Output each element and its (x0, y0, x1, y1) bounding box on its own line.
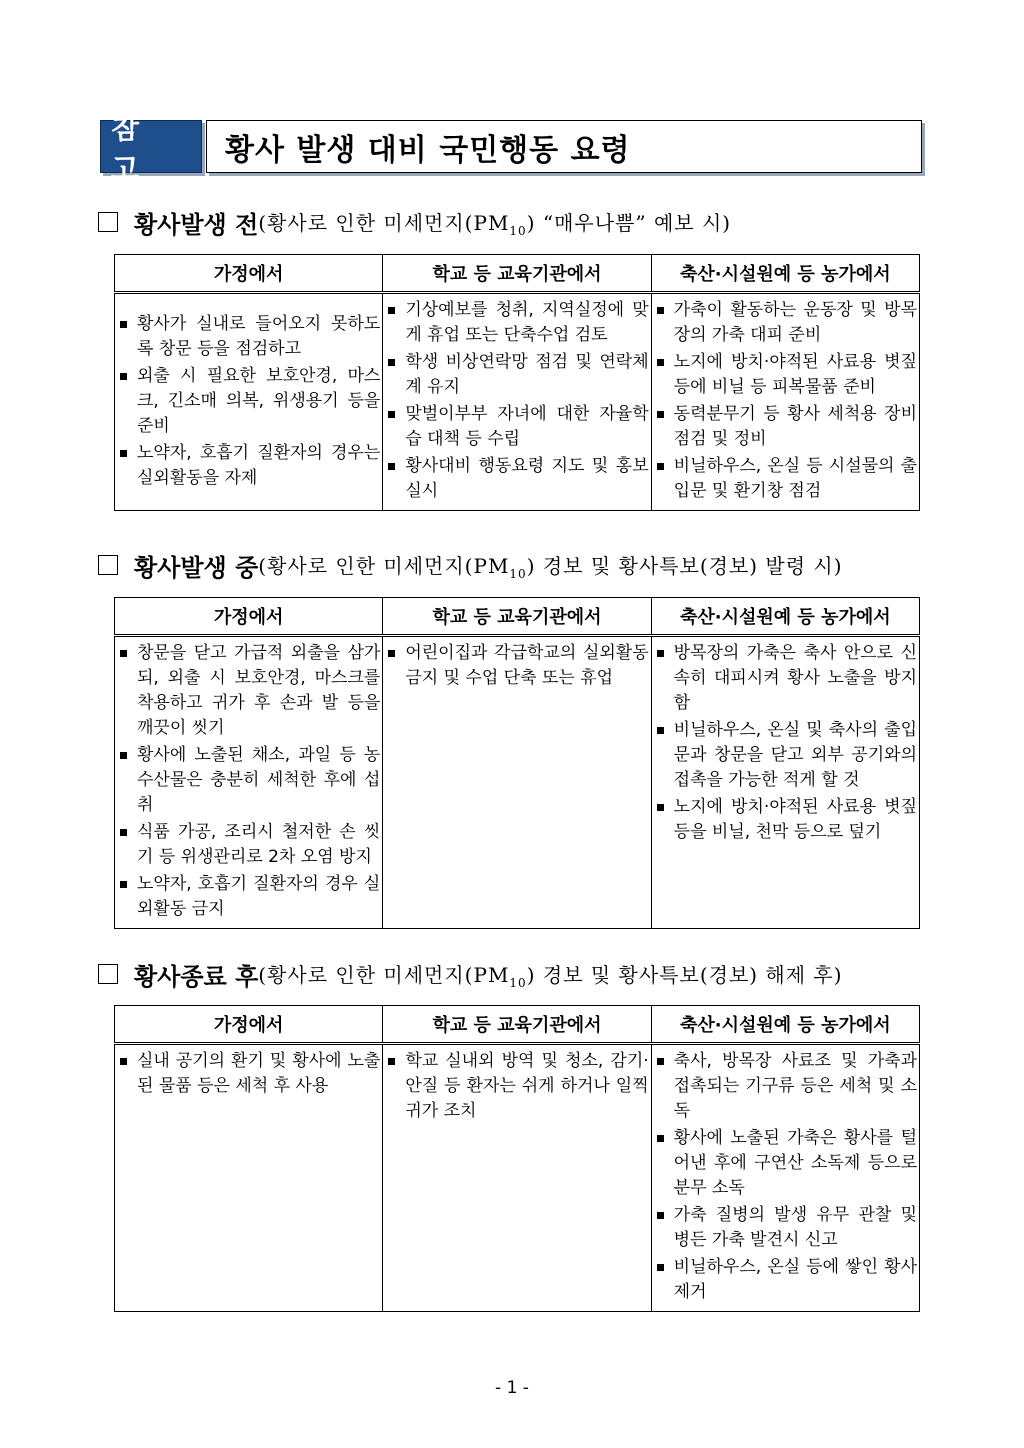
checkbox-icon (98, 964, 118, 984)
cell-school (383, 636, 651, 929)
page-number: - 1 - (495, 1378, 529, 1398)
list-item: 어린이집과 각급학교의 실외활동 금지 및 수업 단축 또는 휴업 (385, 641, 648, 691)
list-item: 창문을 닫고 가급적 외출을 삼가되, 외출 시 보호안경, 마스크를 착용하고 귀가 후 손과 발 등을 깨끗이 씻기 (117, 641, 380, 741)
section-condition: (황사로 인한 미세먼지$(PM_{10})$ 경보 및 황사특보(경보) 발령 시) (258, 553, 843, 581)
column-header-farm: 축산·시설원예 등 농가에서 (651, 255, 919, 293)
cell-farm (651, 636, 919, 929)
list-item: 학교 실내외 방역 및 청소, 감기·안질 등 환자는 쉬게 하거나 일찍 귀가 조치 (385, 1049, 648, 1124)
list-item: 황사에 노출된 가축은 황사를 털어낸 후에 구연산 소독제 등으로 분무 소독 (654, 1126, 917, 1201)
list-item: 동력분무기 등 황사 세척용 장비 점검 및 정비 (654, 402, 917, 452)
list-item: 비닐하우스, 온실 및 축사의 출입문과 창문을 닫고 외부 공기와의 접촉을 가능한 적게 할 것 (654, 718, 917, 793)
cell-home (115, 1044, 383, 1312)
list-item: 외출 시 필요한 보호안경, 마스크, 긴소매 의복, 위생용기 등을 준비 (117, 364, 380, 439)
section-heading-before (98, 205, 731, 239)
list-item: 맞벌이부부 자녀에 대한 자율학습 대책 등 수립 (385, 402, 648, 452)
list-item: 식품 가공, 조리시 철저한 손 씻기 등 위생관리로 2차 오염 방지 (117, 820, 380, 870)
cell-farm (651, 1044, 919, 1312)
column-header-farm: 축산·시설원예 등 농가에서 (651, 598, 919, 636)
cell-school (383, 1044, 651, 1312)
list-item: 축사, 방목장 사료조 및 가축과 접촉되는 기구류 등은 세척 및 소독 (654, 1049, 917, 1124)
section-heading-during (98, 548, 843, 582)
column-header-farm: 축산·시설원예 등 농가에서 (651, 1006, 919, 1044)
list-item: 비닐하우스, 온실 등 시설물의 출입문 및 환기창 점검 (654, 454, 917, 504)
list-item: 방목장의 가축은 축사 안으로 신속히 대피시켜 황사 노출을 방지함 (654, 641, 917, 716)
guide-table-after (114, 1005, 920, 1312)
section-label: 황사종료 후 (134, 961, 259, 991)
guide-table-during (114, 597, 920, 929)
column-header-home: 가정에서 (115, 255, 383, 293)
section-condition: (황사로 인한 미세먼지$(PM_{10})$ “매우나쁨” 예보 시) (258, 210, 732, 238)
list-item: 노지에 방치·야적된 사료용 볏짚 등을 비닐, 천막 등으로 덮기 (654, 795, 917, 845)
cell-farm (651, 293, 919, 511)
section-heading-after (98, 957, 843, 991)
list-item: 실내 공기의 환기 및 황사에 노출된 물품 등은 세척 후 사용 (117, 1049, 380, 1099)
list-item: 황사가 실내로 들어오지 못하도록 창문 등을 점검하고 (117, 312, 380, 362)
section-label: 황사발생 전 (134, 209, 259, 239)
cell-school (383, 293, 651, 511)
list-item: 노지에 방치·야적된 사료용 볏짚 등에 비닐 등 피복물품 준비 (654, 350, 917, 400)
list-item: 황사에 노출된 채소, 과일 등 농수산물은 충분히 세척한 후에 섭취 (117, 743, 380, 818)
cell-home (115, 293, 383, 511)
cell-home (115, 636, 383, 929)
checkbox-icon (98, 555, 118, 575)
list-item: 노약자, 호흡기 질환자의 경우 실외활동 금지 (117, 872, 380, 922)
list-item: 학생 비상연락망 점검 및 연락체계 유지 (385, 350, 648, 400)
list-item: 가축이 활동하는 운동장 및 방목장의 가축 대피 준비 (654, 298, 917, 348)
list-item: 가축 질병의 발생 유무 관찰 및 병든 가축 발견시 신고 (654, 1203, 917, 1253)
list-item: 황사대비 행동요령 지도 및 홍보 실시 (385, 454, 648, 504)
list-item: 노약자, 호흡기 질환자의 경우는 실외활동을 자제 (117, 441, 380, 491)
column-header-school: 학교 등 교육기관에서 (383, 1006, 651, 1044)
column-header-home: 가정에서 (115, 1006, 383, 1044)
column-header-school: 학교 등 교육기관에서 (383, 255, 651, 293)
section-condition: (황사로 인한 미세먼지$(PM_{10})$ 경보 및 황사특보(경보) 해제 후) (258, 962, 843, 990)
list-item: 기상예보를 청취, 지역실정에 맞게 휴업 또는 단축수업 검토 (385, 298, 648, 348)
list-item: 비닐하우스, 온실 등에 쌓인 황사 제거 (654, 1255, 917, 1305)
column-header-home: 가정에서 (115, 598, 383, 636)
column-header-school: 학교 등 교육기관에서 (383, 598, 651, 636)
section-label: 황사발생 중 (134, 552, 259, 582)
checkbox-icon (98, 212, 118, 232)
page-title-box (100, 110, 922, 186)
guide-table-before (114, 254, 920, 511)
reference-tag: 참 고 (100, 120, 202, 173)
page-title: 황사 발생 대비 국민행동 요령 (206, 120, 922, 173)
